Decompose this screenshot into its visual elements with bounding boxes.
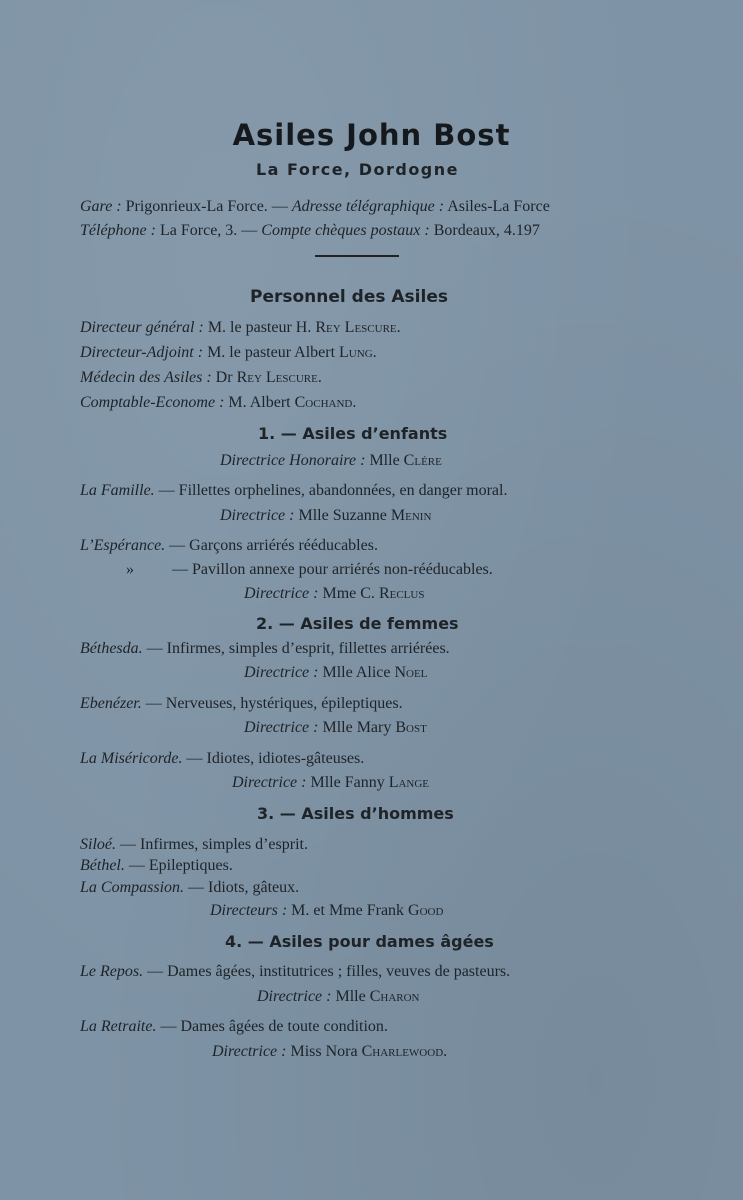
director-prefix: Mlle (369, 452, 400, 469)
institution-desc: — Epileptiques. (128, 857, 233, 874)
director-line (210, 902, 443, 920)
institution-line (80, 537, 378, 555)
enfants-honoraire (220, 452, 442, 470)
personnel-row (80, 369, 322, 387)
cheques-label: Compte chèques postaux : (261, 222, 430, 239)
institution-line (80, 482, 507, 500)
institution-desc: — Infirmes, simples d’esprit, fillettes arriérées. (146, 640, 450, 657)
director-line (244, 719, 427, 737)
personnel-prefix: M. le pasteur H. (207, 319, 312, 336)
director-label: Directeurs : (210, 902, 288, 919)
director-name: Lange (388, 774, 430, 791)
institution-name: Siloé. (80, 836, 116, 853)
personnel-heading: Personnel des Asiles (250, 287, 448, 307)
institution-desc: — Garçons arriérés rééducables. (169, 537, 378, 554)
gare-value: Prigonrieux-La Force. — (125, 198, 288, 215)
director-line (257, 988, 420, 1006)
institution-desc: — Dames âgées de toute condition. (160, 1018, 388, 1035)
institution-name: Le Repos. (80, 963, 144, 980)
institution-desc: — Idiots, gâteux. (188, 879, 300, 896)
personnel-name: Lung. (339, 344, 377, 361)
director-line (244, 585, 424, 603)
director-line (244, 664, 427, 682)
institution-desc: — Fillettes orphelines, abandonnées, en danger moral. (158, 482, 508, 499)
page-subtitle: La Force, Dordogne (255, 160, 459, 179)
femmes-heading: 2. — Asiles de femmes (256, 614, 459, 633)
personnel-name: Cochand. (294, 394, 357, 411)
institution-name: Béthel. (80, 857, 125, 874)
director-line (232, 774, 429, 792)
personnel-row (80, 344, 377, 362)
director-prefix: Mlle Alice (322, 664, 391, 681)
institution-desc: — Pavillon annexe pour arriérés non-rééducables. (172, 561, 493, 578)
director-label: Directrice : (220, 507, 295, 524)
director-prefix: Miss Nora (290, 1043, 358, 1060)
director-label: Directrice : (244, 585, 319, 602)
director-line (212, 1043, 447, 1061)
institution-line (80, 750, 364, 768)
institution-line (80, 1018, 388, 1036)
personnel-prefix: M. Albert (228, 394, 291, 411)
institution-desc: — Infirmes, simples d’esprit. (120, 836, 308, 853)
director-label: Directrice : (244, 719, 319, 736)
director-name: Charon (369, 988, 420, 1005)
director-prefix: Mlle Suzanne (298, 507, 387, 524)
institution-name: La Compassion. (80, 879, 185, 896)
institution-desc: — Idiotes, idiotes-gâteuses. (186, 750, 365, 767)
personnel-prefix: Dr (215, 369, 233, 386)
institution-desc: — Nerveuses, hystériques, épileptiques. (145, 695, 403, 712)
institution-line (80, 963, 510, 981)
director-name: Good (408, 902, 444, 919)
director-name: Bost (395, 719, 427, 736)
personnel-role: Médecin des Asiles : (80, 369, 212, 386)
director-prefix: M. et Mme Frank (291, 902, 405, 919)
director-name: Charlewood. (361, 1043, 448, 1060)
director-label: Directrice Honoraire : (220, 452, 366, 469)
personnel-row (80, 319, 401, 337)
institution-name: Ebenézer. (80, 695, 142, 712)
page-title: Asiles John Bost (232, 118, 511, 152)
director-label: Directrice : (244, 664, 319, 681)
header-divider (315, 255, 399, 257)
institution-name: La Retraite. (80, 1018, 157, 1035)
gare-line (80, 198, 550, 216)
director-name: Reclus (378, 585, 425, 602)
hommes-heading: 3. — Asiles d’hommes (257, 804, 454, 823)
adresse-label: Adresse télégraphique : (291, 198, 445, 215)
director-prefix: Mme C. (322, 585, 375, 602)
personnel-role: Directeur-Adjoint : (80, 344, 204, 361)
director-name: Menin (390, 507, 432, 524)
director-prefix: Mlle (335, 988, 366, 1005)
director-name: Clére (403, 452, 442, 469)
institution-line (80, 836, 308, 854)
institution-name: La Miséricorde. (80, 750, 183, 767)
telephone-label: Téléphone : (80, 222, 156, 239)
institution-desc: — Dames âgées, institutrices ; filles, veuves de pasteurs. (147, 963, 511, 980)
director-label: Directrice : (212, 1043, 287, 1060)
telephone-line (80, 222, 540, 240)
telephone-value: La Force, 3. — (159, 222, 258, 239)
director-line (220, 507, 431, 525)
personnel-role: Comptable-Econome : (80, 394, 225, 411)
director-name: Noel (394, 664, 428, 681)
director-prefix: Mlle Fanny (310, 774, 385, 791)
ditto-mark: » (126, 561, 134, 578)
institution-name: La Famille. (80, 482, 155, 499)
adresse-value: Asiles-La Force (447, 198, 550, 215)
director-label: Directrice : (257, 988, 332, 1005)
enfants-heading: 1. — Asiles d’enfants (258, 424, 448, 443)
institution-line (126, 561, 493, 579)
dames-heading: 4. — Asiles pour dames âgées (225, 932, 494, 951)
personnel-name: Rey Lescure. (315, 319, 401, 336)
personnel-prefix: M. le pasteur Albert (207, 344, 336, 361)
gare-label: Gare : (80, 198, 122, 215)
institution-name: L’Espérance. (80, 537, 166, 554)
cheques-value: Bordeaux, 4.197 (433, 222, 540, 239)
personnel-name: Rey Lescure. (236, 369, 322, 386)
director-prefix: Mlle Mary (322, 719, 392, 736)
institution-name: Béthesda. (80, 640, 143, 657)
institution-line (80, 857, 233, 875)
institution-line (80, 879, 299, 897)
institution-line (80, 695, 403, 713)
director-label: Directrice : (232, 774, 307, 791)
personnel-row (80, 394, 356, 412)
institution-line (80, 640, 450, 658)
personnel-role: Directeur général : (80, 319, 204, 336)
